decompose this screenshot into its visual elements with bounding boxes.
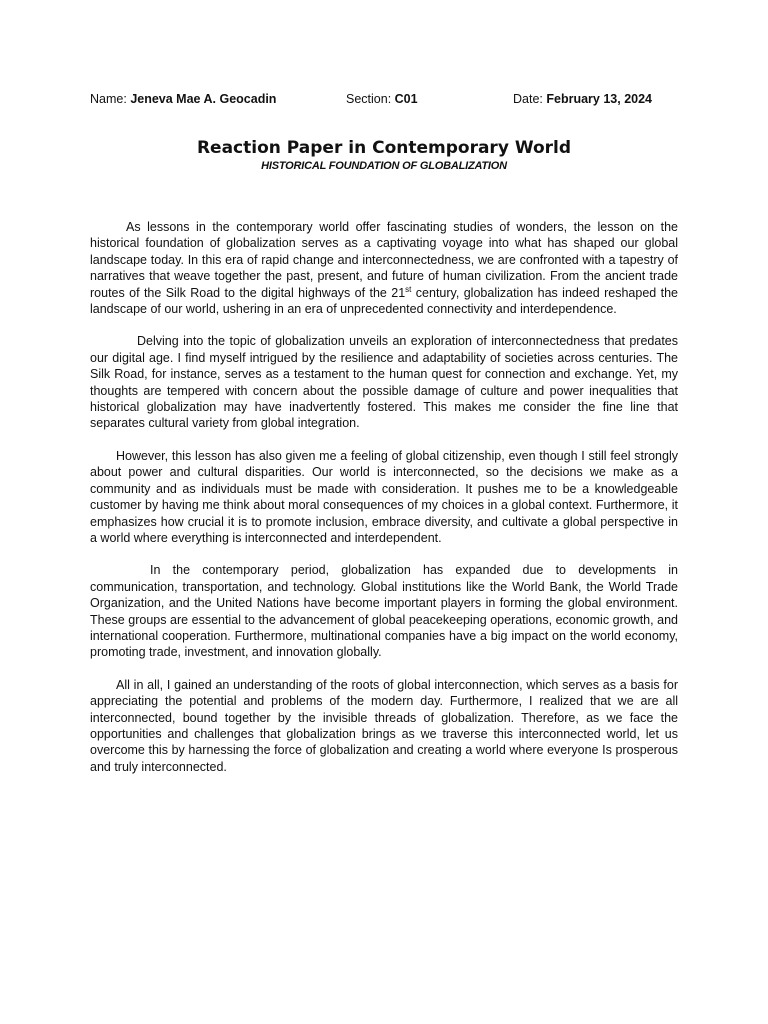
document-title: Reaction Paper in Contemporary World xyxy=(196,138,572,158)
name-field xyxy=(90,92,276,106)
section-value: C01 xyxy=(394,92,418,106)
paragraph-1 xyxy=(90,219,678,317)
section-field xyxy=(346,92,418,106)
paragraph-4: In the contemporary period, globalization has expanded due to developments in communication, transportation, and technology. Global institutions like the World Bank, the World Trade Organization, and the United Nations have become important players in forming the global environment. These groups are essential to the advancement of global peacekeeping operations, economic growth, and international cooperation. Furthermore, multinational companies have a big impact on the world economy, promoting trade, investment, and innovation globally. xyxy=(90,563,678,660)
section-label: Section: xyxy=(346,92,392,106)
paragraph-5: All in all, I gained an understanding of the roots of global interconnection, which serves as a basis for appreciating the potential and problems of the modern day. Furthermore, I realized that we are all interconnected, bound together by the invisible threads of globalization. Therefore, as we face the opportunities and challenges that globalization brings as we traverse this interconnected world, let us overcome this by harnessing the force of globalization and creating a world where everyone Is prosperous and truly interconnected. xyxy=(90,677,678,774)
name-label: Name: xyxy=(90,92,127,106)
name-value: Jeneva Mae A. Geocadin xyxy=(130,92,277,106)
paragraph-2: Delving into the topic of globalization unveils an exploration of interconnectedness that predates our digital age. I find myself intrigued by the resilience and adaptability of societies across centuries. The Silk Road, for instance, serves as a testament to the human quest for connection and exchange. Yet, my thoughts are tempered with concern about the possible damage of culture and power inequalities that historical globalization may have inadvertently fostered. This makes me consider the fine line that separates cultural variety from global integration. xyxy=(90,334,678,431)
paragraph-1-part-2: century, globalization has indeed reshaped the landscape of our world, ushering in an era of unprecedented connectivity and interdependence. xyxy=(90,285,678,317)
date-label: Date: xyxy=(513,92,543,106)
paragraph-3: However, this lesson has also given me a feeling of global citizenship, even though I still feel strongly about power and cultural disparities. Our world is interconnected, so the decisions we make as a community and as individuals must be made with consideration. It pushes me to be a knowledgeable customer by having me think about moral consequences of my choices in a global context. Furthermore, it emphasizes how crucial it is to promote inclusion, embrace diversity, and cultivate a global perspective in a world where everything is interconnected and interdependent. xyxy=(90,448,678,545)
document-body xyxy=(90,219,678,791)
date-value: February 13, 2024 xyxy=(546,92,652,106)
paragraph-1-part-1: As lessons in the contemporary world offer fascinating studies of wonders, the lesson on the historical foundation of globalization serves as a captivating voyage into what has shaped our global landscape today. In this era of rapid change and interconnectedness, we are confronted with a tapestry of narratives that weave together the past, present, and future of human civilization. From the ancient trade routes of the Silk Road to the digital highways of the 21 xyxy=(90,220,678,300)
document-subtitle: HISTORICAL FOUNDATION OF GLOBALIZATION xyxy=(261,160,507,172)
header-info xyxy=(90,92,690,110)
ordinal-suffix: st xyxy=(405,284,412,294)
date-field xyxy=(513,92,652,106)
